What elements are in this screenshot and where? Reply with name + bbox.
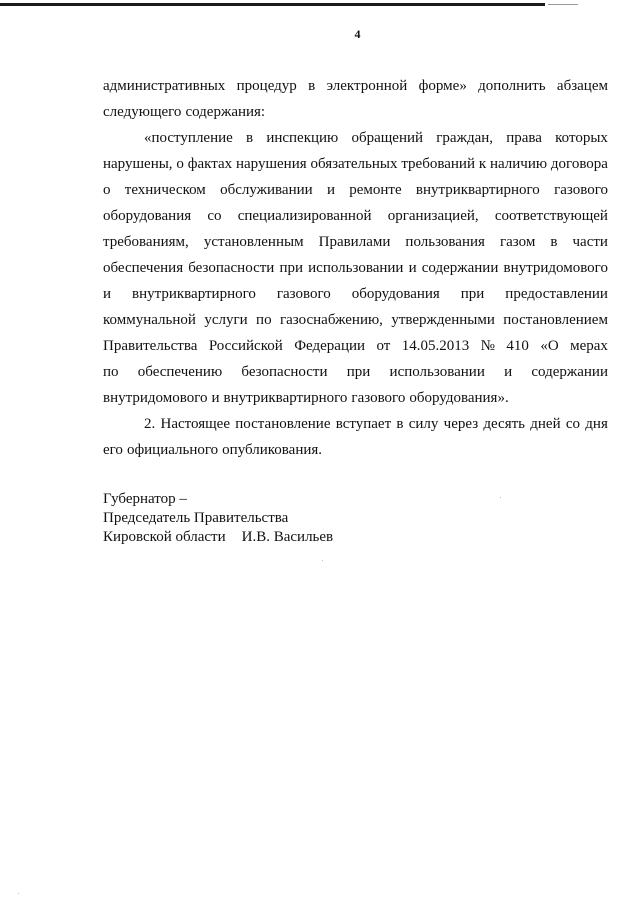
top-border-rule xyxy=(0,3,545,6)
paragraph-line: о техническом обслуживании и ремонте внутриквартирного газового xyxy=(103,182,608,198)
paragraph-line: внутридомового и внутриквартирного газового оборудования». xyxy=(103,390,509,406)
signature-title-governor: Губернатор – xyxy=(103,491,187,507)
page-number: 4 xyxy=(354,27,361,41)
paragraph-line: оборудования со специализированной организацией, соответствующей xyxy=(103,208,608,224)
paragraph-line: Правительства Российской Федерации от 14.05.2013 № 410 «О мерах xyxy=(103,338,608,354)
signature-org-and-name xyxy=(103,528,333,547)
signature-name: И.В. Васильев xyxy=(241,529,334,545)
scan-speck xyxy=(322,560,323,561)
top-border-rule-tail xyxy=(548,4,578,5)
paragraph-line: 2. Настоящее постановление вступает в силу через десять дней со дня xyxy=(144,416,608,432)
paragraph-line: и внутриквартирного газового оборудования при предоставлении xyxy=(103,286,608,302)
signature-org: Кировской области xyxy=(103,529,226,545)
paragraph-line: нарушены, о фактах нарушения обязательных требований к наличию договора xyxy=(103,156,608,172)
paragraph-line: требованиям, установленным Правилами пользования газом в части xyxy=(103,234,608,250)
signature-block xyxy=(103,490,333,547)
paragraph-line: по обеспечению безопасности при использовании и содержании xyxy=(103,364,608,380)
paragraph-line: «поступление в инспекцию обращений граждан, права которых xyxy=(144,130,608,146)
scan-speck xyxy=(18,893,19,894)
paragraph-line: его официального опубликования. xyxy=(103,442,323,458)
signature-title-chairman: Председатель Правительства xyxy=(103,510,289,526)
document-body xyxy=(103,73,608,463)
paragraph-line: обеспечения безопасности при использовании и содержании внутридомового xyxy=(103,260,608,276)
paragraph-line: следующего содержания: xyxy=(103,104,266,120)
paragraph-line: административных процедур в электронной форме» дополнить абзацем xyxy=(103,78,608,94)
paragraph-line: коммунальной услуги по газоснабжению, утвержденными постановлением xyxy=(103,312,608,328)
scan-speck xyxy=(500,497,501,498)
